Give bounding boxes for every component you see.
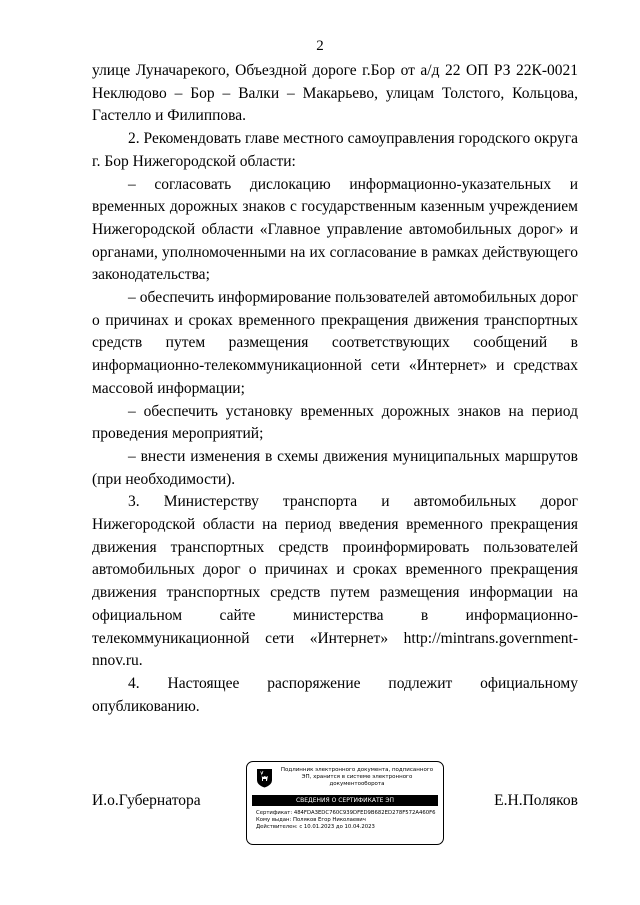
certificate-serial: Сертификат: 484FDA3EDC760C939DFED9B682ED278F572A460F6 xyxy=(256,810,436,816)
stamp-notice: Подлинник электронного документа, подписанного ЭП, хранится в системе электронного документооборота xyxy=(280,767,434,787)
page-number: 2 xyxy=(316,38,324,54)
deer-emblem-icon xyxy=(256,768,273,788)
paragraph-item-3: 3. Министерству транспорта и автомобильных дорог Нижегородской области на период введения временного прекращения движения транспортных средств проинформировать пользователей автомобильных дорог о причинах и сроках временного прекращения движения транспортных средств путем размещения информации на официальном сайте министерства в информационно-телекоммуникационной сети «Интернет» http://mintrans.government-nnov.ru. xyxy=(92,493,578,670)
paragraph-subitem-signs: – обеспечить установку временных дорожных знаков на период проведения мероприятий; xyxy=(92,402,578,443)
stamp-certificate-details xyxy=(256,810,440,832)
paragraph-continuation: улице Луначарекого, Объездной дороге г.Бор от а/д 22 ОП РЗ 22К-0021 Неклюдово – Бор – Валки – Макарьево, улицам Толстого, Кольцова, Гастелло и Филиппова. xyxy=(92,62,578,125)
signatory-name: Е.Н.Поляков xyxy=(494,792,578,809)
digital-signature-stamp xyxy=(246,761,444,845)
paragraph-subitem-routes: – внести изменения в схемы движения муниципальных маршрутов (при необходимости). xyxy=(92,447,578,488)
certificate-owner: Кому выдан: Поляков Егор Николаевич xyxy=(256,817,366,824)
document-body xyxy=(92,60,578,718)
paragraph-subitem-inform: – обеспечить информирование пользователей автомобильных дорог о причинах и сроках временного прекращения движения транспортных средств путем размещения соответствующих сообщений в информационно-телекоммуникационной сети «Интернет» и средствах массовой информации; xyxy=(92,289,578,397)
paragraph-item-2: 2. Рекомендовать главе местного самоуправления городского округа г. Бор Нижегородской области: xyxy=(92,130,578,170)
certificate-validity: Действителен: с 10.01.2023 до 10.04.2023 xyxy=(256,824,375,831)
signatory-position: И.о.Губернатора xyxy=(92,792,201,809)
paragraph-item-4: 4. Настоящее распоряжение подлежит официальному опубликованию. xyxy=(92,674,578,715)
paragraph-subitem-coordinate: – согласовать дислокацию информационно-указательных и временных дорожных знаков с государственным казенным учреждением Нижегородской области «Главное управление автомобильных дорог» и органами, уполномоченными на их согласование в рамках действующего законодательства; xyxy=(92,175,578,284)
stamp-banner: СВЕДЕНИЯ О СЕРТИФИКАТЕ ЭП xyxy=(252,795,438,806)
